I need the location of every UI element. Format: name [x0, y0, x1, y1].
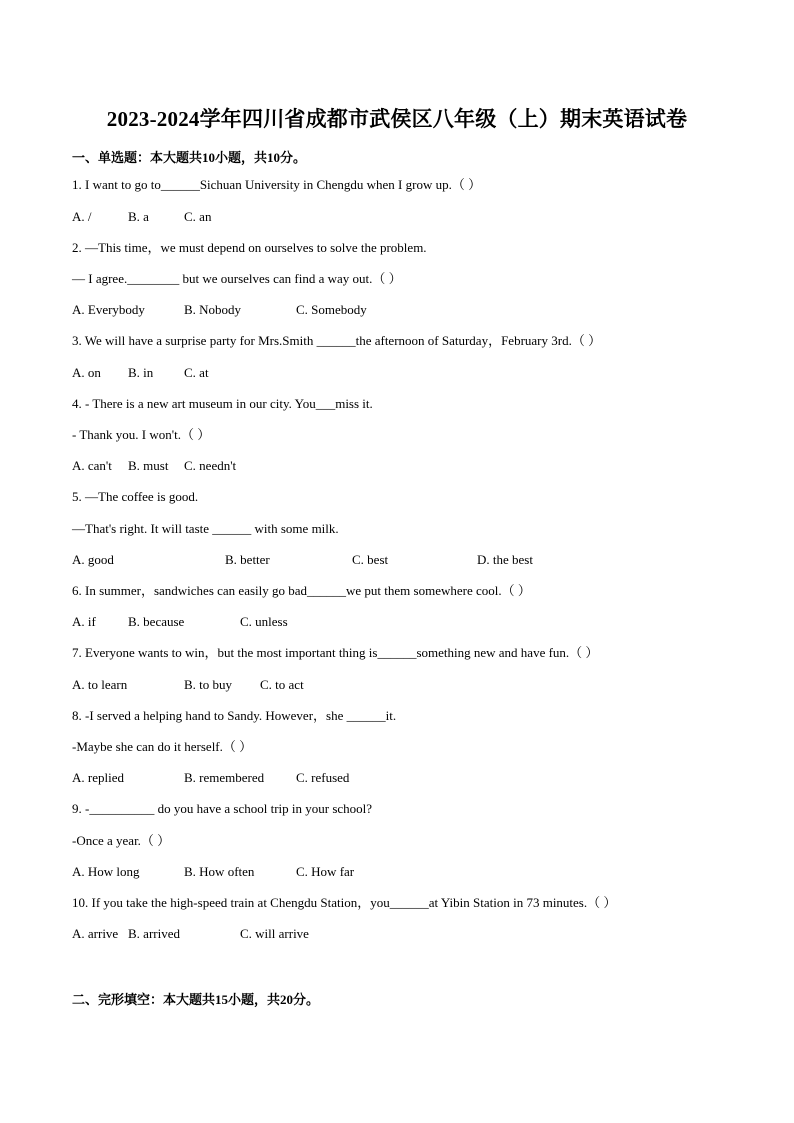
question-4-stem: 4. - There is a new art museum in our city. You___miss it.: [72, 396, 373, 411]
question-7-option-a: A. to learn: [72, 677, 128, 692]
question-10-stem: 10. If you take the high-speed train at Chengdu Station，you______at Yibin Station in 73 minutes.（ ）: [72, 895, 617, 910]
question-5-option-b: B. better: [225, 552, 270, 567]
question-4-reply: - Thank you. I won't.（ ）: [72, 427, 211, 442]
question-8-option-c: C. refused: [296, 770, 350, 785]
question-1-stem: 1. I want to go to______Sichuan University in Chengdu when I grow up.（ ）: [72, 177, 482, 192]
question-8-option-a: A. replied: [72, 770, 124, 785]
question-3-option-c: C. at: [184, 365, 209, 380]
question-10-option-a: A. arrive: [72, 926, 119, 941]
question-4-option-b: B. must: [128, 458, 169, 473]
question-6-option-a: A. if: [72, 614, 96, 629]
question-6-stem: 6. In summer，sandwiches can easily go bad______we put them somewhere cool.（ ）: [72, 583, 531, 598]
question-10-option-b: B. arrived: [128, 926, 180, 941]
question-5-stem: 5. —The coffee is good.: [72, 489, 199, 504]
question-5-reply: —That's right. It will taste ______ with some milk.: [72, 521, 339, 536]
question-7-option-c: C. to act: [260, 677, 304, 692]
question-4-option-a: A. can't: [72, 458, 112, 473]
question-3-option-b: B. in: [128, 365, 154, 380]
question-2-stem: 2. —This time，we must depend on ourselves to solve the problem.: [72, 240, 427, 255]
question-5-option-a: A. good: [72, 552, 114, 567]
question-2-option-a: A. Everybody: [72, 302, 145, 317]
question-8-stem: 8. -I served a helping hand to Sandy. However，she ______it.: [72, 708, 397, 723]
question-9-stem: 9. -__________ do you have a school trip in your school?: [72, 801, 373, 816]
question-9-option-c: C. How far: [296, 864, 355, 879]
question-9-option-a: A. How long: [72, 864, 140, 879]
question-7-stem: 7. Everyone wants to win，but the most important thing is______something new and have fun.（ ）: [72, 645, 599, 660]
question-8-option-b: B. remembered: [184, 770, 265, 785]
question-6-option-b: B. because: [128, 614, 185, 629]
question-9-reply: -Once a year.（ ）: [72, 833, 171, 848]
question-10-option-c: C. will arrive: [240, 926, 309, 941]
question-2-option-c: C. Somebody: [296, 302, 367, 317]
question-5-option-d: D. the best: [477, 552, 533, 567]
page-title: 2023-2024学年四川省成都市武侯区八年级（上）期末英语试卷: [106, 107, 688, 131]
question-8-reply: -Maybe she can do it herself.（ ）: [72, 739, 253, 754]
question-4-option-c: C. needn't: [184, 458, 237, 473]
question-1-option-a: A. /: [72, 209, 92, 224]
question-5-option-c: C. best: [352, 552, 389, 567]
question-6-option-c: C. unless: [240, 614, 288, 629]
question-3-option-a: A. on: [72, 365, 101, 380]
question-2-option-b: B. Nobody: [184, 302, 242, 317]
section-heading-cloze: 二、完形填空：本大题共15小题，共20分。: [72, 992, 320, 1007]
section-heading-single-choice: 一、单选题：本大题共10小题，共10分。: [72, 150, 307, 165]
question-7-option-b: B. to buy: [184, 677, 233, 692]
question-1-option-b: B. a: [128, 209, 149, 224]
question-2-reply: — I agree.________ but we ourselves can find a way out.（ ）: [72, 271, 402, 286]
question-9-option-b: B. How often: [184, 864, 255, 879]
question-3-stem: 3. We will have a surprise party for Mrs.Smith ______the afternoon of Saturday，February 3rd.（ ）: [72, 333, 602, 348]
question-1-option-c: C. an: [184, 209, 212, 224]
